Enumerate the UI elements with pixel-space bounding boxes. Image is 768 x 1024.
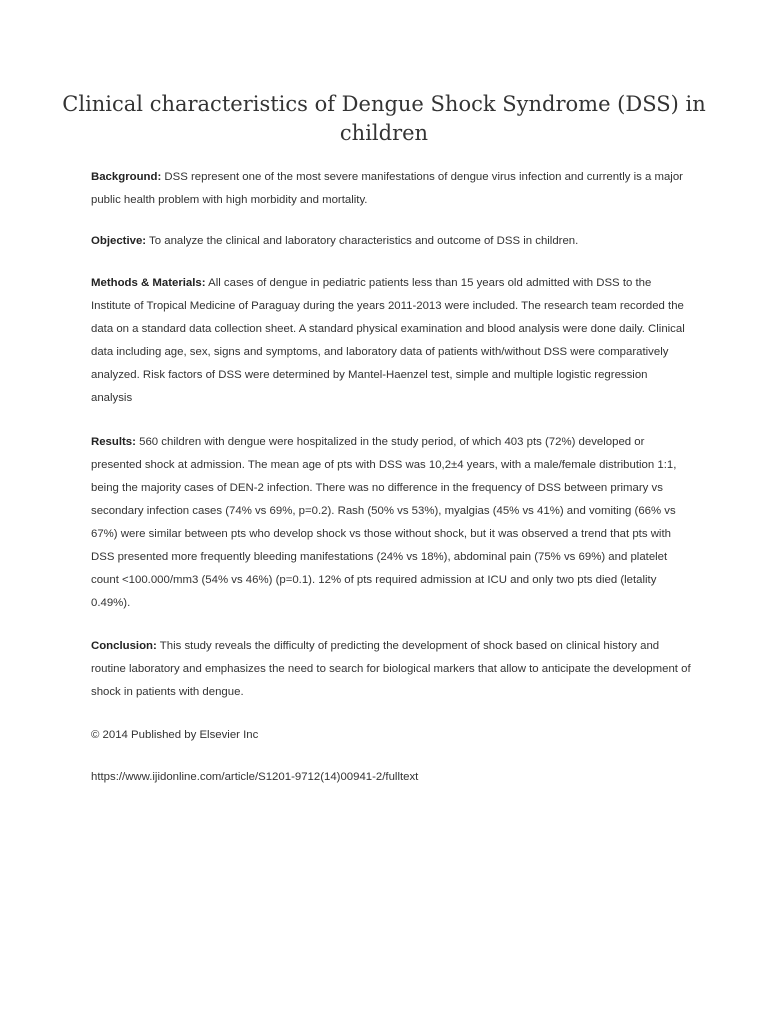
- conclusion-paragraph: [91, 635, 691, 704]
- objective-paragraph: [91, 230, 691, 253]
- conclusion-text: This study reveals the difficulty of predicting the development of shock based on clinical history and routine laboratory and emphasizes the need to search for biological markers that allow to anticipate the development of shock in patients with dengue.: [91, 640, 691, 698]
- source-url: https://www.ijidonline.com/article/S1201-9712(14)00941-2/fulltext: [91, 771, 419, 783]
- methods-label: Methods & Materials:: [91, 277, 206, 289]
- objective-text: To analyze the clinical and laboratory characteristics and outcome of DSS in children.: [146, 235, 579, 247]
- background-text: DSS represent one of the most severe manifestations of dengue virus infection and currently is a major public health problem with high morbidity and mortality.: [91, 171, 683, 206]
- methods-paragraph: [91, 272, 691, 410]
- background-paragraph: [91, 166, 691, 212]
- conclusion-label: Conclusion:: [91, 640, 157, 652]
- methods-text: All cases of dengue in pediatric patients less than 15 years old admitted with DSS to the Institute of Tropical Medicine of Paraguay during the years 2011-2013 were included. The research team recorded the data on a standard data collection sheet. A standard physical examination and blood analysis were done daily. Clinical data including age, sex, signs and symptoms, and laboratory data of patients with/without DSS were comparatively analyzed. Risk factors of DSS were determined by Mantel-Haenzel test, simple and multiple logistic regression analysis: [91, 277, 685, 404]
- copyright-notice: © 2014 Published by Elsevier Inc: [91, 729, 259, 741]
- results-paragraph: [91, 431, 691, 615]
- objective-label: Objective:: [91, 235, 147, 247]
- document-title: Clinical characteristics of Dengue Shock Syndrome (DSS) in children: [62, 92, 706, 145]
- background-label: Background:: [91, 171, 162, 183]
- results-label: Results:: [91, 436, 136, 448]
- results-text: 560 children with dengue were hospitalized in the study period, of which 403 pts (72%) developed or presented shock at admission. The mean age of pts with DSS was 10,2±4 years, with a male/female distribution 1:1, being the majority cases of DEN-2 infection. There was no difference in the frequency of DSS between primary vs secondary infection cases (74% vs 69%, p=0.2). Rash (50% vs 53%), myalgias (45% vs 41%) and vomiting (66% vs 67%) were similar between pts who develop shock vs those without shock, but it was observed a trend that pts with DSS presented more frequently bleeding manifestations (24% vs 18%), abdominal pain (75% vs 69%) and platelet count <100.000/mm3 (54% vs 46%) (p=0.1). 12% of pts required admission at ICU and only two pts died (letality 0.49%).: [91, 436, 677, 609]
